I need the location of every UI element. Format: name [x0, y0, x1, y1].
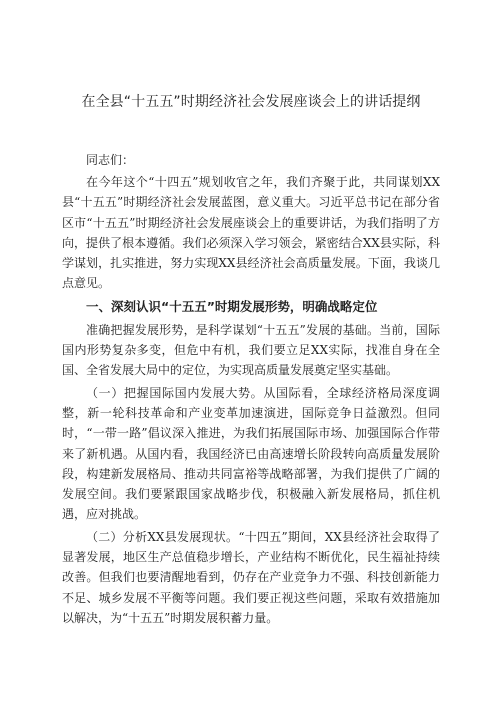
document-title: 在全县“十五五”时期经济社会发展座谈会上的讲话提纲 [81, 94, 421, 110]
section-1-heading: 一、深刻认识“十五五”时期发展形势，明确战略定位 [86, 298, 378, 314]
subsection-2-paragraph: （二）分析XX县发展现状。“十四五”期间，XX县经济社会取得了显著发展，地区生产总值稳步增长，产业结构不断优化，民生福祉持续改善。但我们也要清醒地看到，仍存在产业竞争力不强、科技创新能力不足、城乡发展不平衡等问题。我们要正视这些问题，采取有效措施加以解决，为“十五五”时期发展积蓄力量。 [62, 529, 440, 625]
document-page [62, 92, 440, 630]
section-1-lead-paragraph: 准确把握发展形势，是科学谋划“十五五”发展的基础。当前，国际国内形势复杂多变，但危中有机，我们要立足XX实际，找准自身在全国、全省发展大局中的定位，为实现高质量发展奠定坚实基础。 [62, 322, 440, 378]
intro-paragraph: 在今年这个“十四五”规划收官之年，我们齐聚于此，共同谋划XX县“十五五”时期经济社会发展蓝图，意义重大。习近平总书记在部分省区市“十五五”时期经济社会发展座谈会上的重要讲话，为我们指明了方向，提供了根本遵循。我们必须深入学习领会，紧密结合XX县实际，科学谋划，扎实推进，努力实现XX县经济社会高质量发展。下面，我谈几点意见。 [62, 175, 440, 291]
subsection-1-paragraph: （一）把握国际国内发展大势。从国际看，全球经济格局深度调整，新一轮科技革命和产业变革加速演进，国际竞争日益激烈。但同时，“一带一路”倡议深入推进，为我们拓展国际市场、加强国际合作带来了新机遇。从国内看，我国经济已由高速增长阶段转向高质量发展阶段，构建新发展格局、推动共同富裕等战略部署，为我们提供了广阔的发展空间。我们要紧跟国家战略步伐，积极融入新发展格局，抓住机遇，应对挑战。 [62, 385, 440, 522]
salutation: 同志们： [86, 153, 135, 167]
